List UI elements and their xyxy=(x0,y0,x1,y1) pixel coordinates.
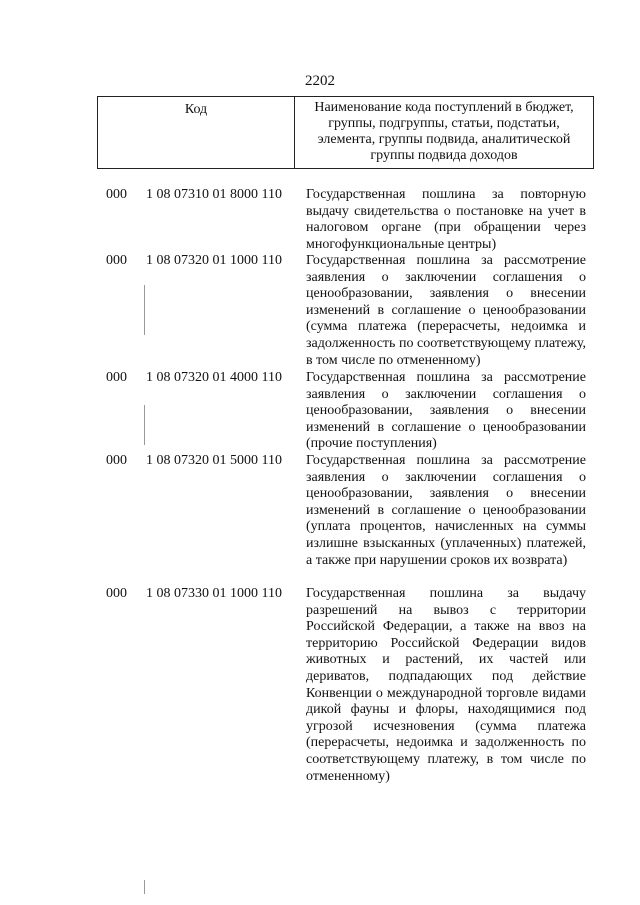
admin-code: 000 xyxy=(106,453,127,468)
header-name-cell: Наименование кода поступлений в бюджет, группы, подгруппы, статьи, подстатьи, элемента, группы подвида, аналитической группы подвида доходов xyxy=(314,100,574,163)
admin-code: 000 xyxy=(106,370,127,385)
revenue-name: Государственная пошлина за рассмотрение заявления о заключении соглашения о ценообразовании, заявления о внесении изменений в соглашение о ценообразовании (сумма платежа (перерасчеты, недоимка и задолженность по соответствующему платежу, в том числе по отмененному) xyxy=(306,253,586,368)
table-row xyxy=(0,370,640,453)
revenue-code: 1 08 07310 01 8000 110 xyxy=(146,187,282,202)
revenue-name: Государственная пошлина за выдачу разрешений на вывоз с территории Российской Федерации, а также на ввоз на территорию Российской Федерации видов животных и растений, их частей или дериватов, подпадающих под действие Конвенции о международной торговле видами дикой фауны и флоры, находящимися под угрозой исчезновения (сумма платежа (перерасчеты, недоимка и задолженность по соответствующему платежу, в том числе по отмененному) xyxy=(306,586,586,784)
page-number: 2202 xyxy=(305,73,335,89)
revenue-code: 1 08 07320 01 5000 110 xyxy=(146,453,282,468)
revenue-name: Государственная пошлина за рассмотрение заявления о заключении соглашения о ценообразовании, заявления о внесении изменений в соглашение о ценообразовании (прочие поступления) xyxy=(306,370,586,452)
scan-artifact-line xyxy=(144,880,145,894)
table-row xyxy=(0,453,640,586)
header-code-cell: Код xyxy=(98,97,295,168)
admin-code: 000 xyxy=(106,187,127,202)
table-header xyxy=(97,96,594,169)
table-row xyxy=(0,187,640,253)
revenue-code: 1 08 07320 01 4000 110 xyxy=(146,370,282,385)
table-row xyxy=(0,586,640,785)
revenue-code: 1 08 07330 01 1000 110 xyxy=(146,586,282,601)
admin-code: 000 xyxy=(106,586,127,601)
table-row xyxy=(0,253,640,370)
table-body xyxy=(0,187,640,785)
scan-artifact-line xyxy=(144,405,145,445)
revenue-name: Государственная пошлина за рассмотрение заявления о заключении соглашения о ценообразовании, заявления о внесении изменений в соглашение о ценообразовании (уплата процентов, начисленных на суммы излишне взысканных (уплаченных) платежей, а также при нарушении сроков их возврата) xyxy=(306,453,586,568)
scan-artifact-line xyxy=(144,285,145,335)
revenue-name: Государственная пошлина за повторную выдачу свидетельства о постановке на учет в налоговом органе (при обращении через многофункциональные центры) xyxy=(306,187,586,252)
admin-code: 000 xyxy=(106,253,127,268)
revenue-code: 1 08 07320 01 1000 110 xyxy=(146,253,282,268)
